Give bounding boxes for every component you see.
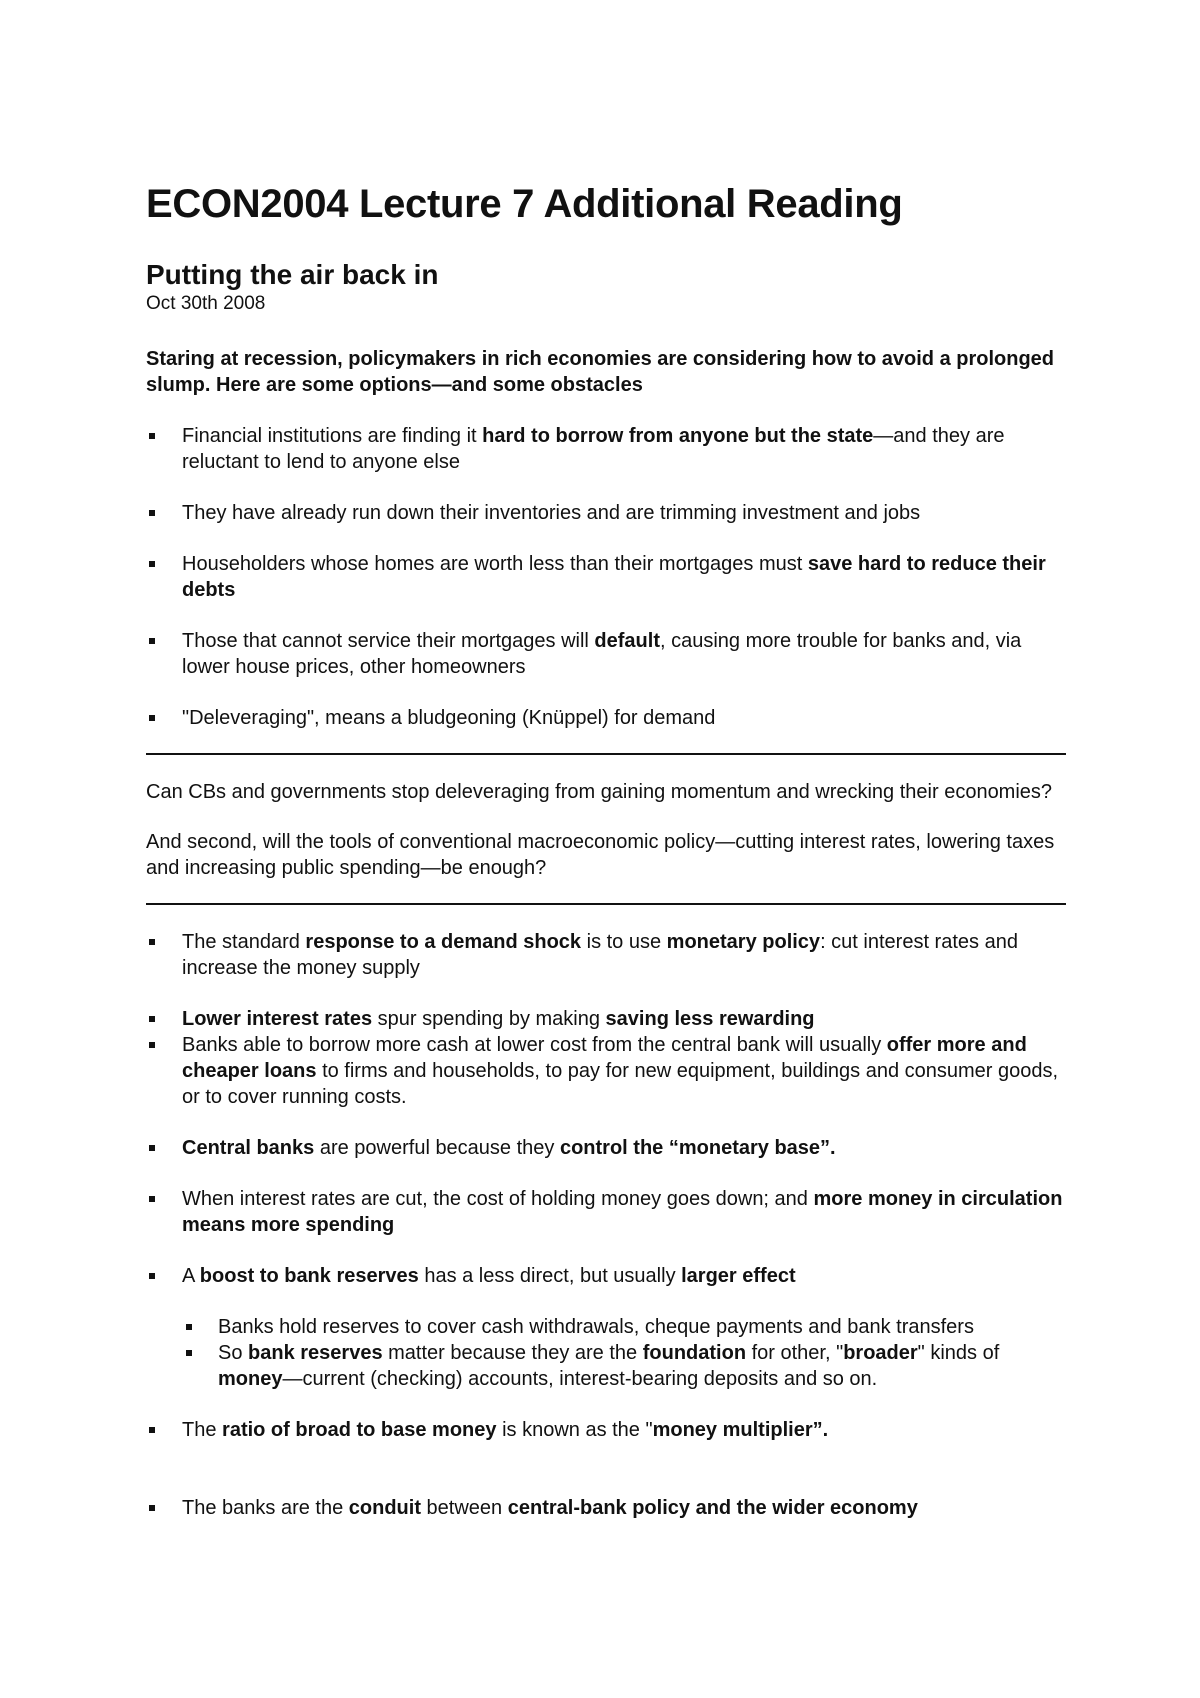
list-item: "Deleveraging", means a bludgeoning (Knüppel) for demand [146, 705, 1066, 731]
list-item: The banks are the conduit between central-bank policy and the wider economy [146, 1495, 1066, 1521]
list-item: Those that cannot service their mortgages will default, causing more trouble for banks and, via lower house prices, other homeowners [146, 628, 1066, 680]
bullet-list-policy [146, 929, 1066, 1289]
question-paragraph: Can CBs and governments stop deleveraging from gaining momentum and wrecking their economies? [146, 781, 1053, 803]
list-item: Banks hold reserves to cover cash withdrawals, cheque payments and bank transfers [146, 1314, 1066, 1340]
bullet-list-problems [146, 423, 1066, 731]
document-title: ECON2004 Lecture 7 Additional Reading [146, 182, 903, 226]
list-item: Banks able to borrow more cash at lower cost from the central bank will usually offer more and cheaper loans to firms and households, to pay for new equipment, buildings and consumer goods, or to cover running costs. [146, 1032, 1066, 1110]
list-item: They have already run down their inventories and are trimming investment and jobs [146, 500, 1066, 526]
question-paragraph: And second, will the tools of conventional macroeconomic policy—cutting interest rates, lowering taxes and increasing public spending—be enough? [146, 831, 1055, 879]
list-item: Financial institutions are finding it hard to borrow from anyone but the state—and they are reluctant to lend to anyone else [146, 423, 1066, 475]
list-item: Householders whose homes are worth less than their mortgages must save hard to reduce their debts [146, 551, 1066, 603]
article-date: Oct 30th 2008 [146, 293, 266, 314]
bullet-list-multiplier [146, 1417, 1066, 1521]
divider [146, 753, 1066, 755]
article-lead: Staring at recession, policymakers in rich economies are considering how to avoid a prolonged slump. Here are some options—and some obstacles [146, 348, 1055, 396]
article-headline: Putting the air back in [146, 259, 439, 290]
divider [146, 903, 1066, 905]
document-page [146, 168, 1066, 1521]
list-item: So bank reserves matter because they are the foundation for other, "broader" kinds of money—current (checking) accounts, interest-bearing deposits and so on. [146, 1340, 1066, 1392]
list-item: The standard response to a demand shock is to use monetary policy: cut interest rates and increase the money supply [146, 929, 1066, 981]
list-item: Central banks are powerful because they control the “monetary base”. [146, 1135, 1066, 1161]
sub-bullet-list [146, 1314, 1066, 1392]
list-item: Lower interest rates spur spending by making saving less rewarding [146, 1006, 1066, 1032]
list-item: The ratio of broad to base money is known as the "money multiplier”. [146, 1417, 1066, 1443]
list-item: A boost to bank reserves has a less direct, but usually larger effect [146, 1263, 1066, 1289]
list-item: When interest rates are cut, the cost of holding money goes down; and more money in circulation means more spending [146, 1186, 1066, 1238]
